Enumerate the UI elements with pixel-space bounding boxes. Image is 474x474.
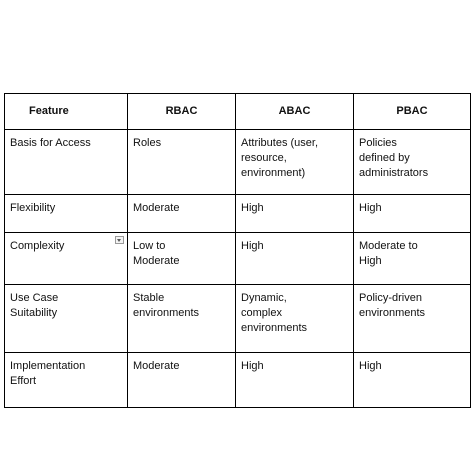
cell-text: Moderate to High (359, 240, 418, 267)
cell-text: High (241, 360, 264, 372)
table-row (5, 233, 471, 285)
cell-text: Moderate (133, 202, 180, 214)
cell-pbac[interactable] (354, 353, 471, 408)
table-row (5, 130, 471, 195)
cell-text: Moderate (133, 360, 180, 372)
cell-text: Complexity (10, 240, 65, 252)
cell-pbac[interactable] (354, 130, 471, 195)
cell-pbac[interactable] (354, 233, 471, 285)
access-control-comparison-table (4, 93, 471, 408)
cell-text: High (359, 202, 382, 214)
cell-text: High (241, 240, 264, 252)
cell-text: Attributes (user, resource, environment) (241, 137, 319, 179)
cell-text: Policies defined by administrators (359, 137, 429, 179)
cell-text: High (241, 202, 264, 214)
table-row (5, 285, 471, 353)
cell-text: Low to Moderate (133, 240, 180, 267)
header-abac[interactable]: ABAC (236, 94, 354, 130)
cell-pbac[interactable] (354, 195, 471, 233)
table-header-row (5, 94, 471, 130)
cell-rbac[interactable] (128, 353, 236, 408)
cell-abac[interactable] (236, 233, 354, 285)
cell-feature[interactable] (5, 233, 128, 285)
cell-text: High (359, 360, 382, 372)
cell-feature[interactable] (5, 353, 128, 408)
cell-abac[interactable] (236, 130, 354, 195)
cell-pbac[interactable] (354, 285, 471, 353)
cell-rbac[interactable] (128, 233, 236, 285)
cell-text: Flexibility (10, 202, 56, 214)
cell-text: Basis for Access (10, 137, 91, 149)
cell-feature[interactable] (5, 130, 128, 195)
cell-text: Use Case Suitability (10, 292, 59, 319)
cell-text: Policy-driven environments (359, 292, 426, 319)
cell-text: Dynamic, complex environments (241, 292, 308, 334)
cell-rbac[interactable] (128, 130, 236, 195)
header-pbac[interactable]: PBAC (354, 94, 471, 130)
cell-feature[interactable] (5, 285, 128, 353)
cell-rbac[interactable] (128, 285, 236, 353)
cell-abac[interactable] (236, 353, 354, 408)
cell-abac[interactable] (236, 285, 354, 353)
cell-abac[interactable] (236, 195, 354, 233)
table-row (5, 195, 471, 233)
cell-rbac[interactable] (128, 195, 236, 233)
cell-text: Implementation Effort (10, 360, 86, 387)
header-feature[interactable]: Feature (5, 94, 128, 130)
cell-feature[interactable] (5, 195, 128, 233)
chevron-down-icon[interactable] (115, 236, 124, 244)
comparison-table-container (4, 93, 470, 408)
cell-text: Roles (133, 137, 162, 149)
cell-text: Stable environments (133, 292, 200, 319)
header-rbac[interactable]: RBAC (128, 94, 236, 130)
table-row (5, 353, 471, 408)
